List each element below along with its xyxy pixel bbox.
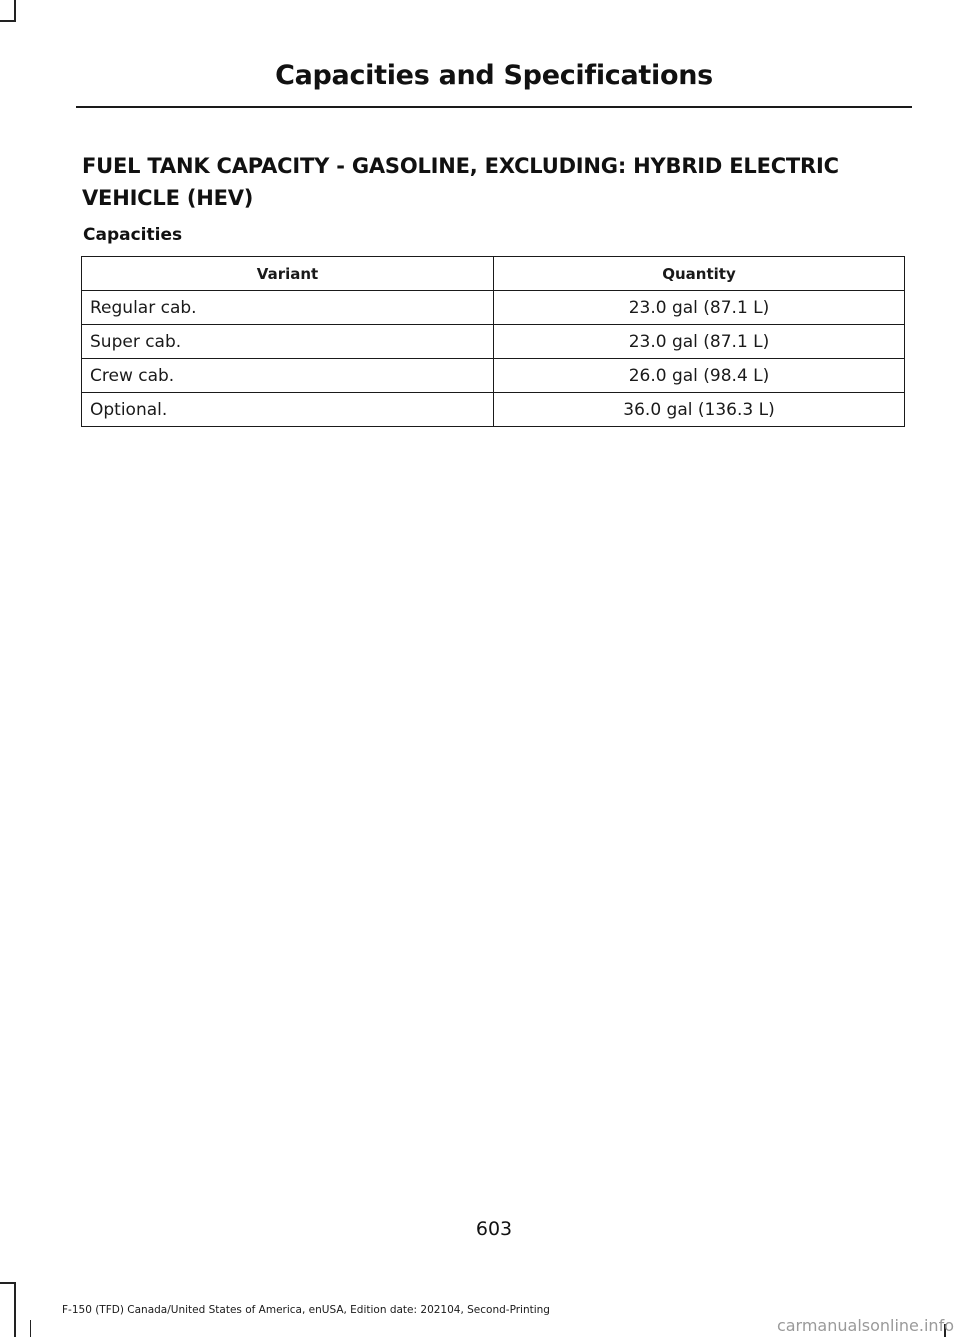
crop-mark-bottom-left — [14, 1282, 16, 1337]
crop-mark-bottom-left-inner — [30, 1320, 31, 1337]
edition-footer: F-150 (TFD) Canada/United States of America, enUSA, Edition date: 202104, Second-Printing — [62, 1304, 550, 1316]
page-header-title: Capacities and Specifications — [275, 60, 713, 91]
header-divider — [76, 106, 912, 108]
crop-mark-bottom-left-h — [0, 1282, 16, 1284]
table-row — [82, 359, 905, 393]
cell-quantity: 23.0 gal (87.1 L) — [494, 291, 905, 325]
cell-variant: Optional. — [82, 393, 494, 427]
cell-quantity: 26.0 gal (98.4 L) — [494, 359, 905, 393]
fuel-capacity-table — [81, 256, 905, 427]
cell-variant: Crew cab. — [82, 359, 494, 393]
watermark-text: carmanualsonline.info — [776, 1316, 954, 1335]
table-row — [82, 325, 905, 359]
column-header-variant: Variant — [82, 257, 494, 291]
cell-variant: Super cab. — [82, 325, 494, 359]
column-header-quantity: Quantity — [494, 257, 905, 291]
cell-quantity: 23.0 gal (87.1 L) — [494, 325, 905, 359]
page-number: 603 — [475, 1218, 513, 1240]
cell-quantity: 36.0 gal (136.3 L) — [494, 393, 905, 427]
cell-variant: Regular cab. — [82, 291, 494, 325]
table-header-row — [82, 257, 905, 291]
section-heading: FUEL TANK CAPACITY - GASOLINE, EXCLUDING: HYBRID ELECTRIC VEHICLE (HEV) — [82, 154, 839, 210]
crop-mark-top-left — [14, 0, 16, 22]
table-row — [82, 291, 905, 325]
crop-mark-top-left-h — [0, 20, 16, 22]
table-row — [82, 393, 905, 427]
table-caption: Capacities — [83, 225, 183, 245]
